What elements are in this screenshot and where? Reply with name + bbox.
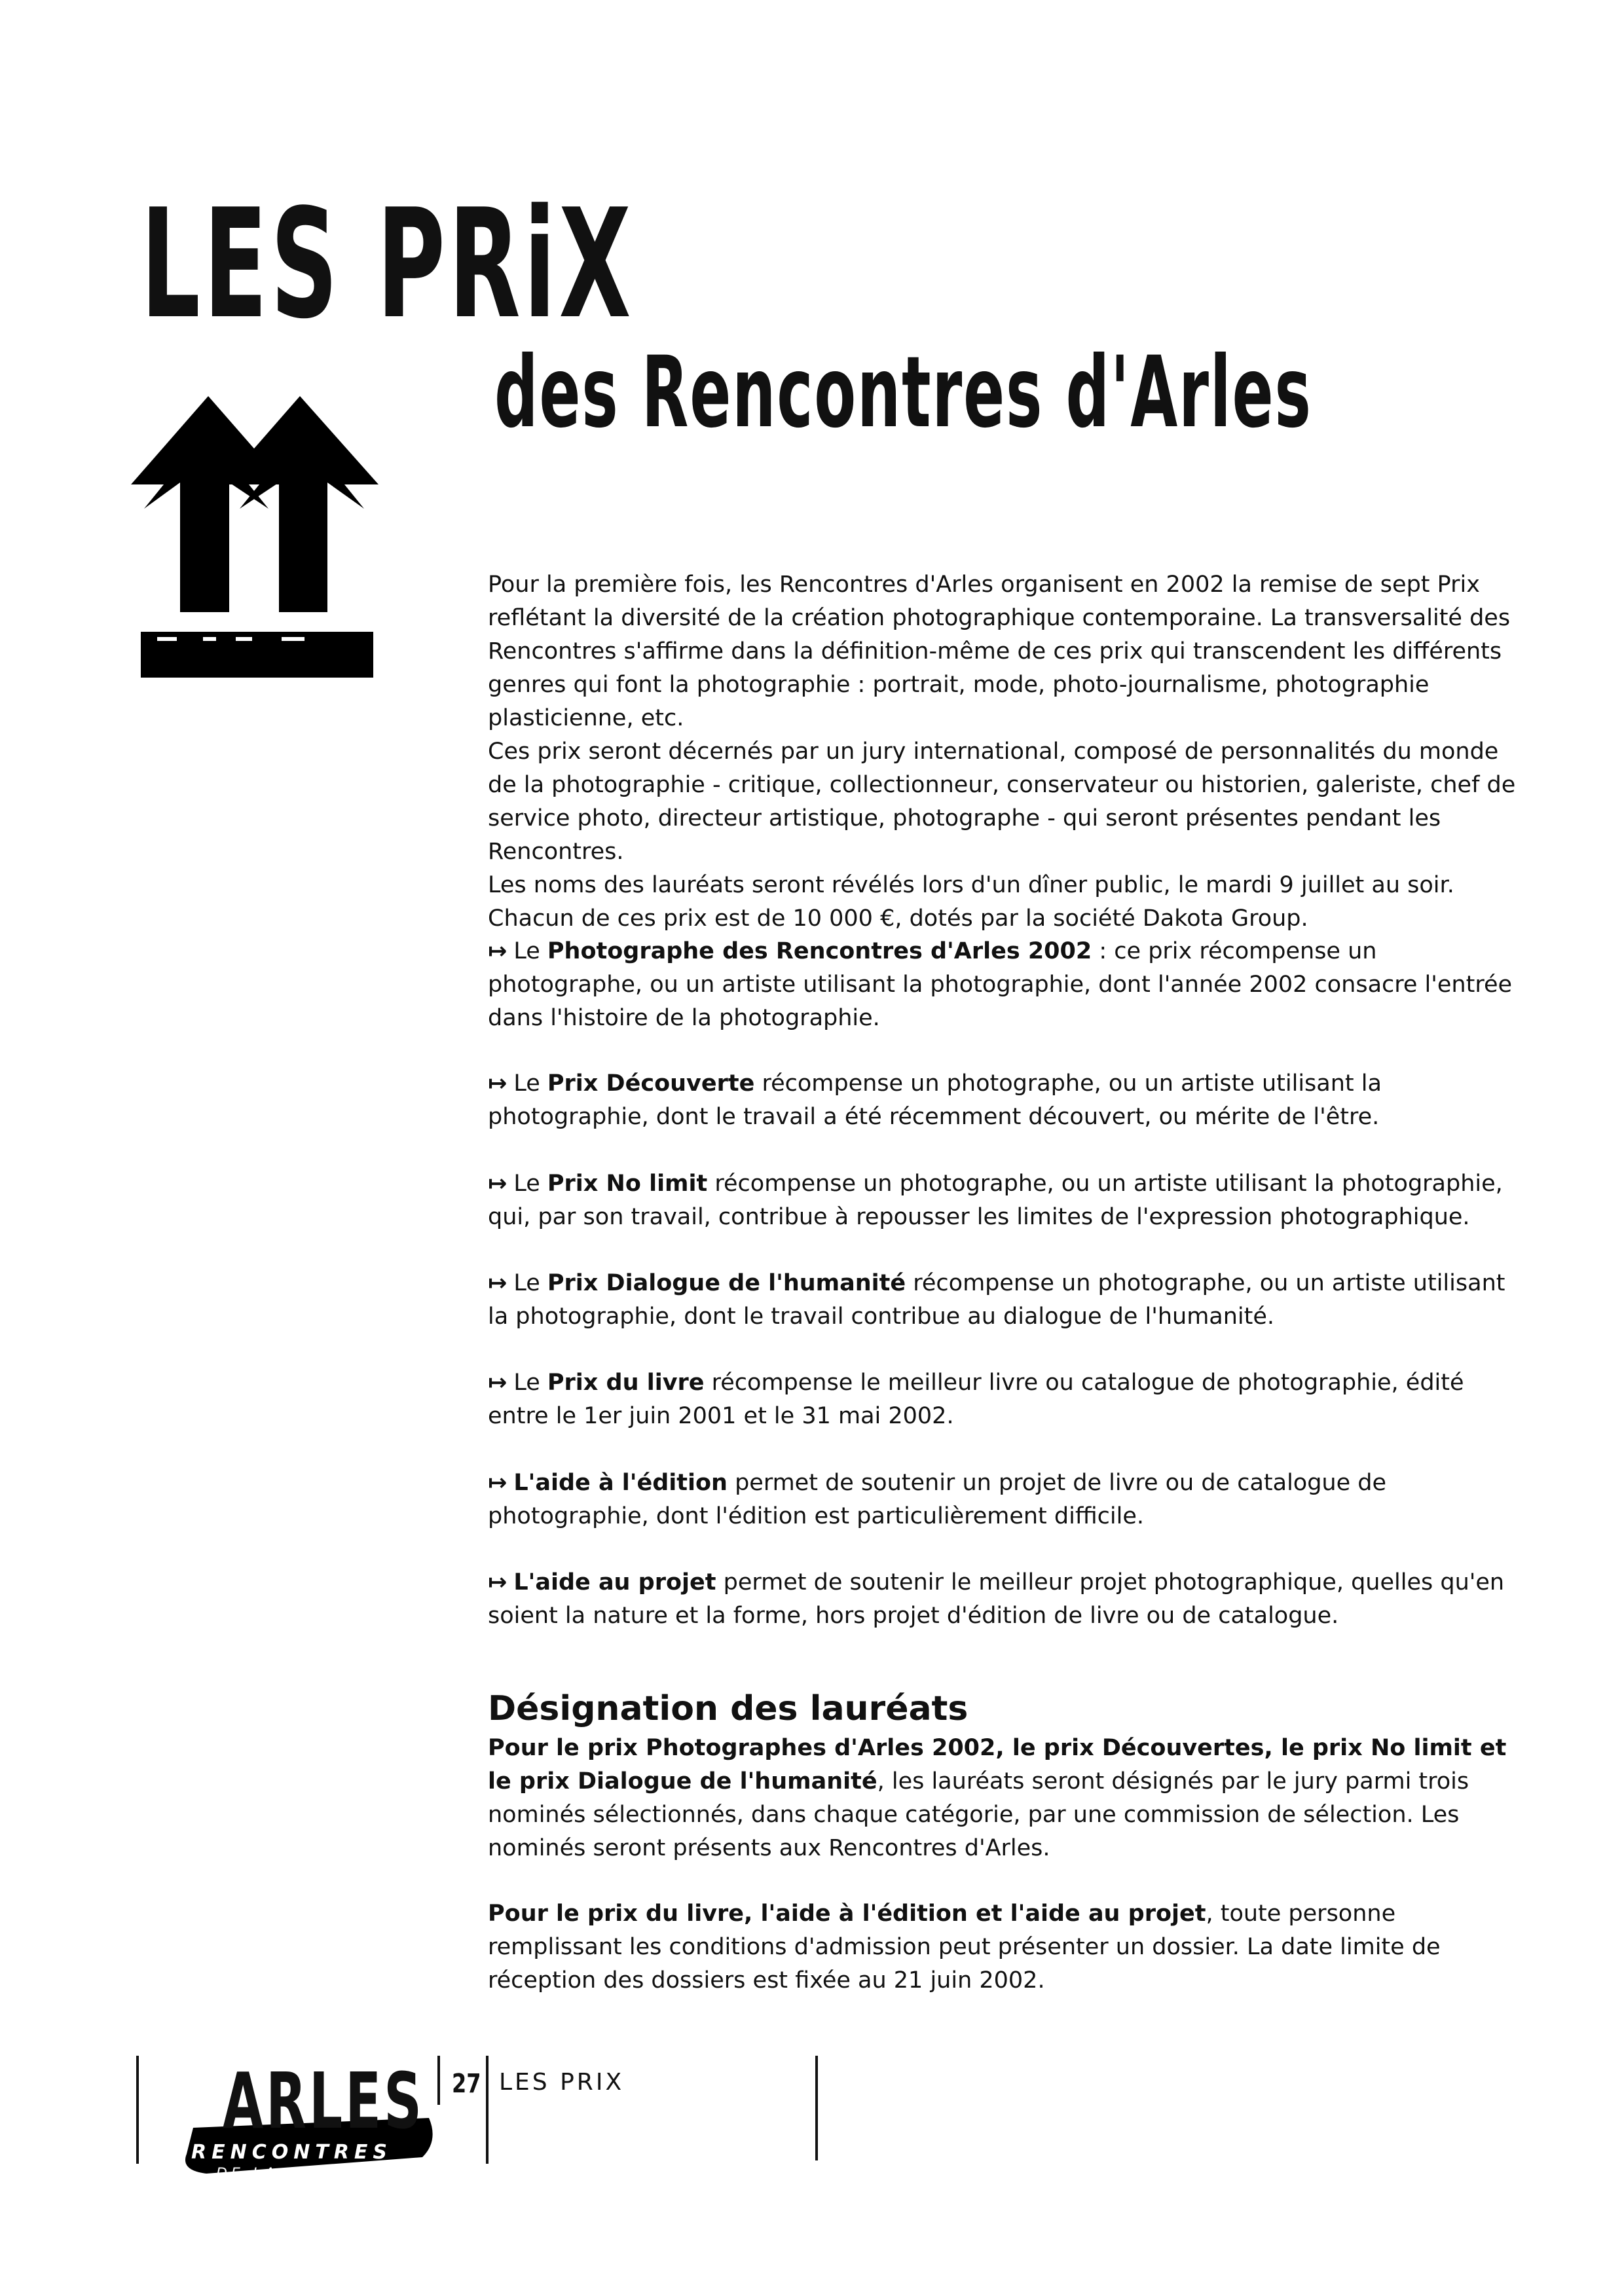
intro-paragraph: Chacun de ces prix est de 10 000 €, dotés par la société Dakota Group. <box>488 905 1308 932</box>
prize-item: ↦ L'aide à l'édition permet de soutenir un projet de livre ou de catalogue de photographie, dont l'édition est particulièrement difficile. <box>488 1470 1387 1529</box>
prize-name: Prix No limit <box>547 1171 708 1197</box>
footer-divider <box>437 2056 440 2105</box>
prize-name: L'aide au projet <box>513 1569 716 1595</box>
intro-paragraph: Pour la première fois, les Rencontres d'Arles organisent en 2002 la remise de sept Prix reflétant la diversité de la création photographique contemporaine. La transversalité des Rencontres s'affirme dans la définition-même de ces prix qui transcendent les différents genres qui font la photographie : portrait, mode, photo-journalisme, photographie plasticienne, etc. <box>488 572 1511 731</box>
year-logo-text: 2002 <box>187 2187 253 2208</box>
prize-item: ↦ Le Prix du livre récompense le meilleur livre ou catalogue de photographie, édité entre le 1er juin 2001 et le 31 mai 2002. <box>488 1370 1464 1429</box>
prize-item: ↦ Le Prix Découverte récompense un photographe, ou un artiste utilisant la photographie, dont le travail a été récemment découvert, ou mérite de l'être. <box>488 1070 1382 1130</box>
footer-divider <box>815 2056 818 2160</box>
page-title: LES PRiX <box>141 177 635 352</box>
arrow-icon: ↦ <box>488 1270 507 1296</box>
arrow-icon: ↦ <box>488 1070 507 1097</box>
prize-name: Prix du livre <box>547 1370 705 1396</box>
arrow-icon: ↦ <box>488 938 507 964</box>
footer-divider <box>136 2056 139 2164</box>
prize-item: ↦ Le Prix Dialogue de l'humanité récompense un photographe, ou un artiste utilisant la photographie, dont le travail contribue au dialogue de l'humanité. <box>488 1270 1505 1330</box>
prize-name: Prix Découverte <box>547 1070 755 1097</box>
arrow-icon: ↦ <box>488 1171 507 1197</box>
two-up-arrows-icon <box>131 396 380 678</box>
prize-item: ↦ Le Photographe des Rencontres d'Arles 2002 : ce prix récompense un photographe, ou un artiste utilisant la photographie, dont l'année 2002 consacre l'entrée dans l'histoire de la photographie. <box>488 938 1513 1031</box>
designation-paragraph: Pour le prix Photographes d'Arles 2002, le prix Découvertes, le prix No limit et le prix Dialogue de l'humanité, les lauréats seront désignés par le jury parmi trois nominés sélectionnés, dans chaque catégorie, par une commission de sélection. Les nominés seront présents aux Rencontres d'Arles. <box>488 1735 1507 1861</box>
designation-paragraph: Pour le prix du livre, l'aide à l'édition et l'aide au projet, toute personne remplissant les conditions d'admission peut présenter un dossier. La date limite de réception des dossiers est fixée au 21 juin 2002. <box>488 1901 1441 1994</box>
arrow-icon: ↦ <box>488 1470 507 1496</box>
section-heading: Désignation des lauréats <box>488 1689 969 1728</box>
footer-divider <box>486 2056 489 2164</box>
intro-paragraph: Les noms des lauréats seront révélés lors d'un dîner public, le mardi 9 juillet au soir. <box>488 872 1454 898</box>
prize-item: ↦ Le Prix No limit récompense un photographe, ou un artiste utilisant la photographie, qui, par son travail, contribue à repousser les limites de l'expression photographique. <box>488 1171 1503 1230</box>
prize-name: Prix Dialogue de l'humanité <box>547 1270 906 1296</box>
arrow-icon: ↦ <box>488 1569 507 1595</box>
prize-item: ↦ L'aide au projet permet de soutenir le meilleur projet photographique, quelles qu'en soient la nature et la forme, hors projet d'édition de livre ou de catalogue. <box>488 1569 1505 1629</box>
photographie-logo-text: DE LA PHOTOGRAPHIE <box>216 2166 449 2182</box>
arrow-icon: ↦ <box>488 1370 507 1396</box>
prize-name: Photographe des Rencontres d'Arles 2002 <box>547 938 1092 964</box>
prize-name: L'aide à l'édition <box>513 1470 728 1496</box>
rencontres-logo-text: RENCONTRES <box>191 2141 392 2164</box>
arles-logo-text: ARLES <box>223 2056 425 2146</box>
page-number: 27 <box>452 2069 481 2099</box>
footer-section-label: LES PRIX <box>499 2069 625 2096</box>
intro-text <box>488 568 1529 936</box>
page-subtitle: des Rencontres d'Arles <box>494 336 1312 450</box>
intro-paragraph: Ces prix seront décernés par un jury international, composé de personnalités du monde de la photographie - critique, collectionneur, conservateur ou historien, galeriste, chef de service photo, directeur artistique, photographe - qui seront présentes pendant les Rencontres. <box>488 738 1516 865</box>
